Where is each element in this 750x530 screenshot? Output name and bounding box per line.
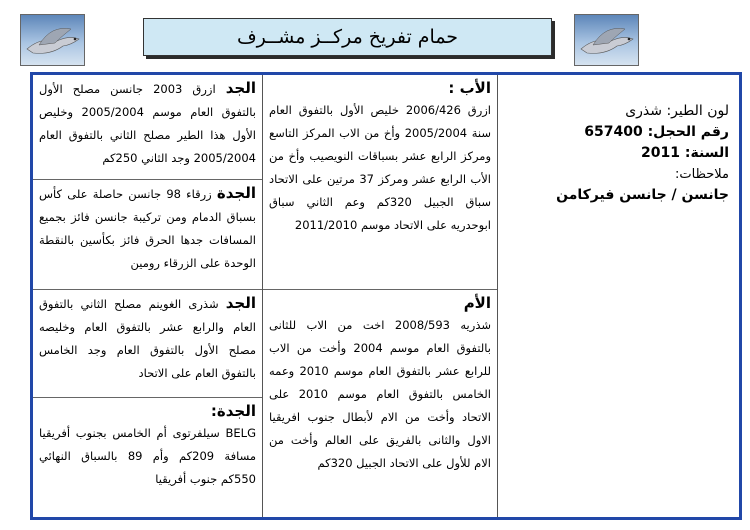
page-title: حمام تفريخ مركــز مشــرف: [143, 18, 552, 56]
color-label: لون الطير:: [666, 103, 729, 119]
grandfather-maternal-cell: [33, 290, 262, 398]
grandfather-maternal-text: شذرى الغوينم مصلح الثاني بالتفوق العام والرابع عشر بالتفوق العام وخليصه مصلح الأول بالتفوق العام وجد الخامس بالتفوق العام على الاتحاد: [39, 297, 256, 380]
ring-label: رقم الحجل:: [647, 124, 729, 140]
grandmother-maternal-text: BELG سيلفرتوى أم الخامس بجنوب أفريقيا مسافة 209كم وأم 89 بالسباق النهائي 550كم جنوب أفريقيا: [39, 426, 257, 486]
color-value: شذرى: [625, 103, 662, 119]
year-value: 2011: [641, 145, 681, 161]
pigeon-photo-right: [574, 14, 639, 66]
parents-column: [263, 75, 498, 517]
grandmother-maternal-cell: [33, 398, 262, 518]
grandfather-paternal-cell: [33, 75, 262, 180]
pigeon-info: [506, 101, 729, 206]
pigeon-info-column: [498, 75, 739, 517]
year-label: السنة:: [684, 145, 729, 161]
grandfather-maternal-title: الجد: [225, 294, 257, 312]
grandparents-column: [33, 75, 263, 517]
father-text: ازرق 2006/426 خليص الأول بالتفوق العام سنة 2005/2004 وأخ من الاب المركز التاسع ومركز الرابع عشر بسباقات النويصيب وأخ من الأب الرابع عشر ومركز 37 مرتين على الاتحاد سباق الجبيل 320كم وعم الثاني سباق ابوحدريه على الاتحاد موسم 2011/2010: [269, 103, 492, 232]
pedigree-table: [30, 72, 742, 520]
year-row: [506, 143, 729, 164]
ring-row: [506, 122, 729, 143]
grandmother-paternal-title: الجدة: [216, 184, 257, 202]
notes-label: ملاحظات:: [675, 167, 729, 182]
mother-cell: [263, 290, 497, 518]
ring-value: 657400: [584, 124, 643, 140]
father-cell: [263, 75, 497, 290]
father-title: الأب :: [448, 79, 491, 97]
grandfather-paternal-text: ازرق 2003 جانسن مصلح الأول بالتفوق العام موسم 2005/2004 وخليص الأول هذا الطير مصلح الثاني بالتفوق العام 2005/2004 وجد الثاني 250كم: [39, 82, 256, 165]
color-row: [506, 101, 729, 122]
mother-text: شذريه 2008/593 اخت من الاب للثانى بالتفوق العام موسم 2004 وأخت من الاب للرابع عشر بالتفوق العام موسم 2010 وعمه الخامس بالتفوق العام موسم 2010 على الاتحاد وأخت من الام لأبطال جنوب افريقيا الاول والثانى بالفريق على العالم وأخت من الام للأول على الاتحاد الجبيل 320كم: [269, 318, 491, 470]
grandmother-maternal-title: الجدة:: [210, 402, 256, 420]
mother-title: الأم: [463, 294, 491, 312]
grandfather-paternal-title: الجد: [225, 79, 256, 97]
notes-value: جانسن / جانسن فيركامن: [556, 187, 729, 203]
grandmother-paternal-cell: [33, 180, 262, 290]
grandmother-paternal-text: زرقاء 98 جانسن حاصلة على كأس بسباق الدمام ومن تركيبة جانسن فائز بجميع المسافات جدها الحرق فائز بكأسين بالنقطة الوحدة على الزرقاء رومين: [39, 187, 256, 270]
pigeon-photo-left: [20, 14, 85, 66]
